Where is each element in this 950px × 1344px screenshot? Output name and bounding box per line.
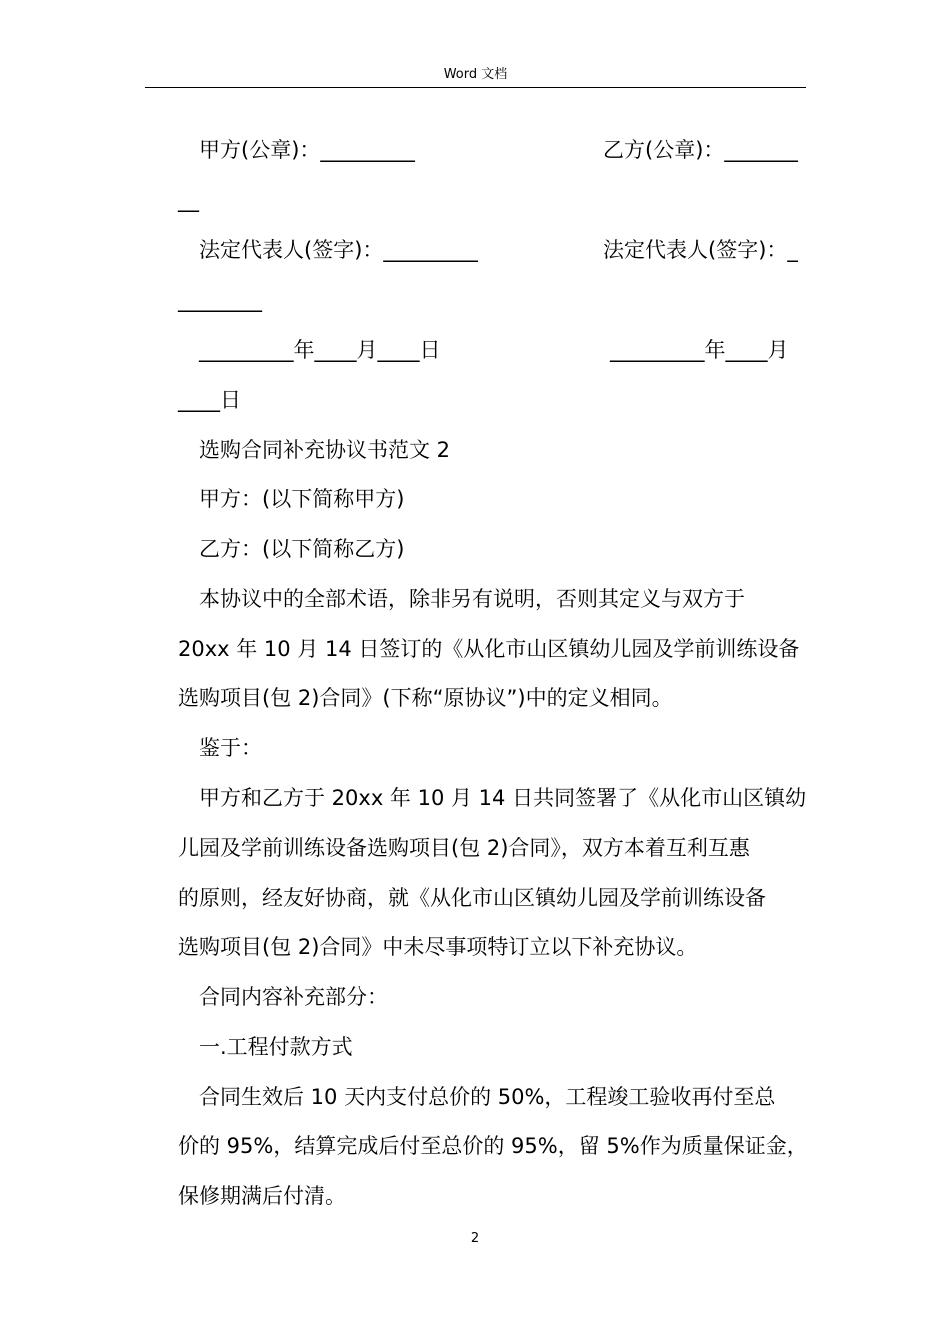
paragraph-line: 儿园及学前训练设备选购项目(包 2)合同》，双方本着互利互惠 [178,836,750,860]
paragraph-line: 合同生效后 10 天内支付总价的 50%，工程竣工验收再付至总 [199,1085,776,1109]
party-b-line: 乙方：(以下简称乙方) [199,537,405,561]
paragraph-line: 的原则，经友好协商，就《从化市山区镇幼儿园及学前训练设备 [178,886,766,910]
paragraph-line: 选购项目(包 2)合同》(下称“原协议”)中的定义相同。 [178,686,673,710]
section-title: 选购合同补充协议书范文 2 [199,438,451,462]
party-b-date-field-continuation: ____日 [178,388,241,412]
paragraph-line: 保修期满后付清。 [178,1184,346,1208]
paragraph-line: 价的 95%，结算完成后付至总价的 95%，留 5%作为质量保证金， [178,1134,808,1158]
paragraph-line: 本协议中的全部术语，除非另有说明，否则其定义与双方于 [199,587,745,611]
header-rule [145,87,806,88]
item-1-heading: 一.工程付款方式 [199,1035,353,1059]
party-b-representative-field-continuation: ________ [178,288,262,312]
page-number: 2 [470,1231,480,1246]
party-a-representative-field: 法定代表人(签字)：_________ [199,238,478,262]
whereas-heading: 鉴于： [199,736,262,760]
page-header: Word 文档 [443,67,508,82]
party-a-date-field: _________年____月____日 [199,338,441,362]
supplement-heading: 合同内容补充部分： [199,985,388,1009]
party-b-seal-field-continuation: __ [178,188,199,212]
paragraph-line: 选购项目(包 2)合同》中未尽事项特订立以下补充协议。 [178,935,698,959]
paragraph-line: 20xx 年 10 月 14 日签订的《从化市山区镇幼儿园及学前训练设备 [178,637,800,661]
paragraph-line: 甲方和乙方于 20xx 年 10 月 14 日共同签署了《从化市山区镇幼 [199,786,807,810]
party-a-seal-field: 甲方(公章)：_________ [199,138,415,162]
party-a-line: 甲方：(以下简称甲方) [199,487,405,511]
party-b-date-field: _________年____月 [610,338,789,362]
party-b-representative-field: 法定代表人(签字)：_ [603,238,798,262]
party-b-seal-field: 乙方(公章)：_______ [603,138,798,162]
